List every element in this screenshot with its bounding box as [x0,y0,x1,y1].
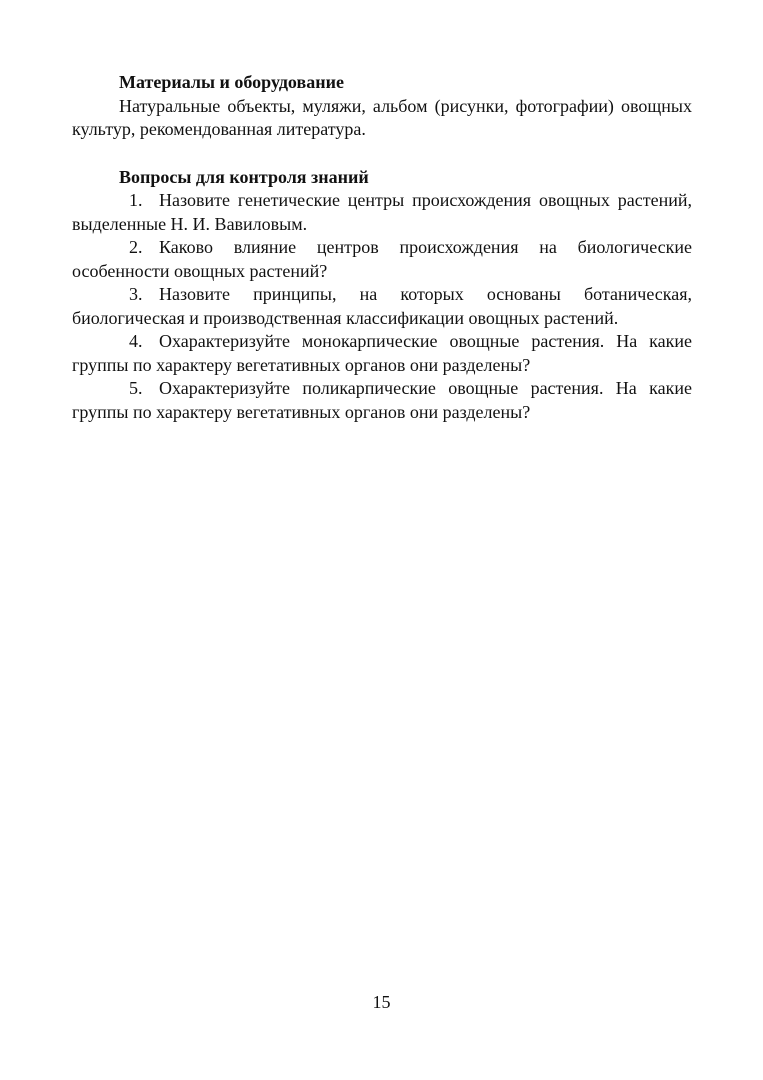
question-text: Охарактеризуйте монокарпические овощные растения. На какие группы по характеру вегетативных органов они разделены? [72,331,692,375]
question-item [72,377,692,424]
question-number: 3. [129,284,143,304]
question-text: Назовите принципы, на которых основаны ботаническая, биологическая и производственная классификации овощных растений. [72,284,692,328]
question-text: Каково влияние центров происхождения на биологические особенности овощных растений? [72,237,692,281]
question-number: 4. [129,331,143,351]
question-text: Охарактеризуйте поликарпические овощные растения. На какие группы по характеру вегетативных органов они разделены? [72,378,692,422]
materials-text: Натуральные объекты, муляжи, альбом (рисунки, фотографии) овощных культур, рекомендованная литература. [72,95,692,139]
question-item [72,283,692,330]
question-text: Назовите генетические центры происхождения овощных растений, выделенные Н. И. Вавиловым. [72,190,692,234]
question-item [72,330,692,377]
page-number: 15 [372,992,391,1012]
materials-heading: Материалы и оборудование [119,72,344,92]
section-gap [72,142,692,166]
question-number: 5. [129,378,143,398]
question-number: 2. [129,237,143,257]
question-item [72,236,692,283]
question-item [72,189,692,236]
page-content [72,71,692,424]
question-number: 1. [129,190,143,210]
questions-heading: Вопросы для контроля знаний [119,166,369,187]
